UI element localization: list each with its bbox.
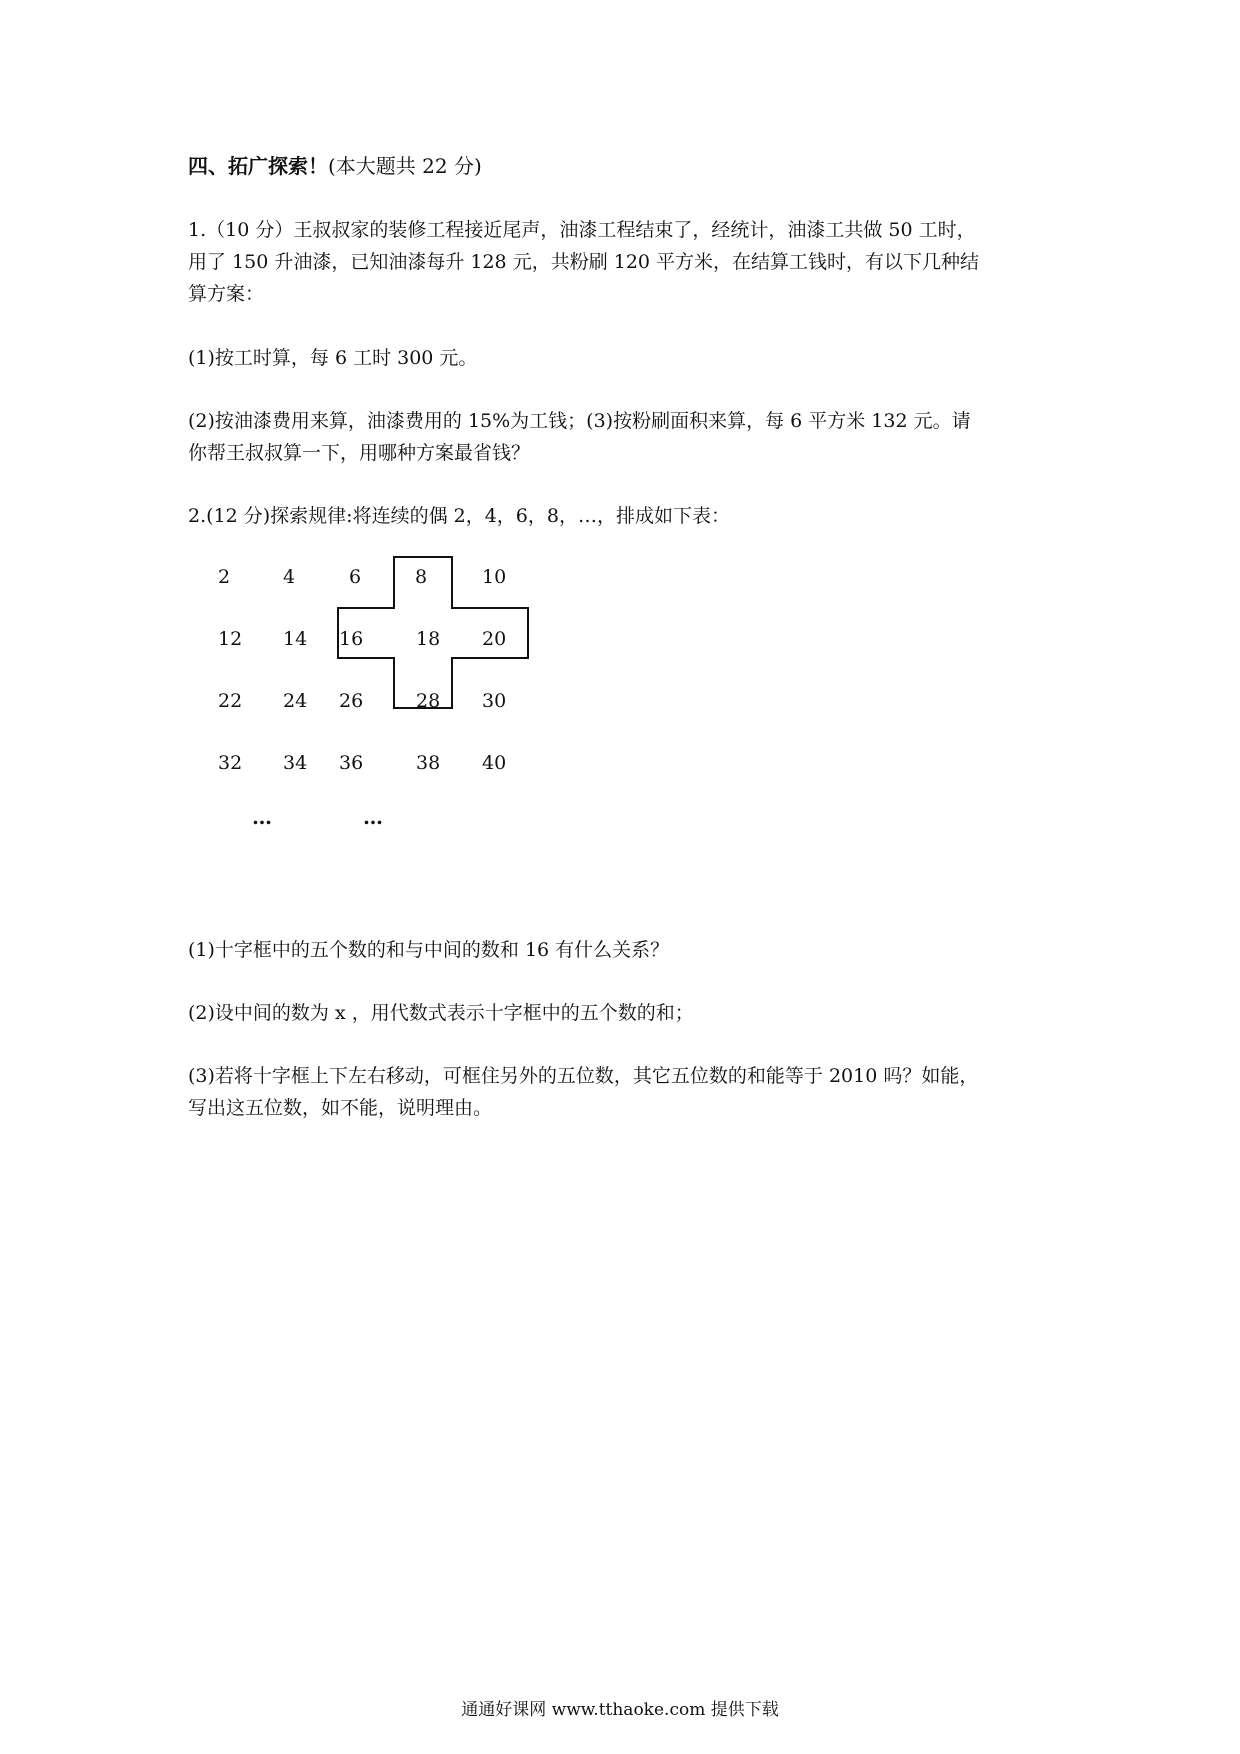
grid-cell: 16: [339, 628, 364, 650]
page-footer: 通通好课网 www.tthaoke.com 提供下载: [461, 1700, 779, 1720]
grid-cell: 40: [482, 752, 507, 774]
question-2-sub-1: (1)十字框中的五个数的和与中间的数和 16 有什么关系？: [188, 939, 670, 961]
cross-frame-outline: [338, 557, 528, 708]
grid-cell: 36: [339, 752, 364, 774]
grid-cell: 12: [218, 628, 243, 650]
question-2-sub-2: (2)设中间的数为 x ，用代数式表示十字框中的五个数的和；: [188, 1002, 694, 1024]
question-1-line-1: 1.（10 分）王叔叔家的装修工程接近尾声，油漆工程结束了，经统计，油漆工共做 50 工时，: [188, 219, 976, 241]
grid-cell: 38: [416, 752, 441, 774]
section-heading: 四、拓广探索！: [188, 154, 328, 178]
grid-cell: 14: [283, 628, 308, 650]
grid-cell: 24: [283, 690, 308, 712]
grid-cell: 10: [482, 566, 507, 588]
grid-cell: 22: [218, 690, 243, 712]
grid-cell: 8: [415, 566, 428, 588]
grid-cell: 20: [482, 628, 507, 650]
question-2-intro: 2.(12 分)探索规律:将连续的偶 2，4，6，8，…，排成如下表：: [188, 505, 730, 527]
section-points-note: (本大题共 22 分): [328, 154, 482, 178]
grid-ellipsis: …: [252, 805, 273, 829]
question-2-sub-3-line-1: (3)若将十字框上下左右移动，可框住另外的五位数，其它五位数的和能等于 2010 吗？如能，: [188, 1065, 979, 1087]
question-1-line-3: 算方案：: [188, 283, 265, 305]
grid-cell: 4: [283, 566, 296, 588]
question-1-option-2-line-1: (2)按油漆费用来算，油漆费用的 15%为工钱；(3)按粉刷面积来算，每 6 平方米 132 元。请: [188, 410, 971, 432]
question-2-sub-3-line-2: 写出这五位数，如不能，说明理由。: [188, 1097, 493, 1119]
grid-cell: 28: [416, 690, 441, 712]
grid-ellipsis: …: [363, 805, 384, 829]
question-1-line-2: 用了 150 升油漆，已知油漆每升 128 元，共粉刷 120 平方米，在结算工钱时，有以下几种结: [188, 251, 980, 273]
question-1-option-1: (1)按工时算，每 6 工时 300 元。: [188, 347, 478, 369]
grid-cell: 30: [482, 690, 507, 712]
grid-cell: 2: [218, 566, 231, 588]
grid-cell: 18: [416, 628, 441, 650]
grid-cell: 32: [218, 752, 243, 774]
grid-cell: 34: [283, 752, 308, 774]
grid-cell: 26: [339, 690, 364, 712]
question-1-option-2-line-2: 你帮王叔叔算一下，用哪种方案最省钱？: [188, 442, 531, 464]
grid-cell: 6: [349, 566, 362, 588]
